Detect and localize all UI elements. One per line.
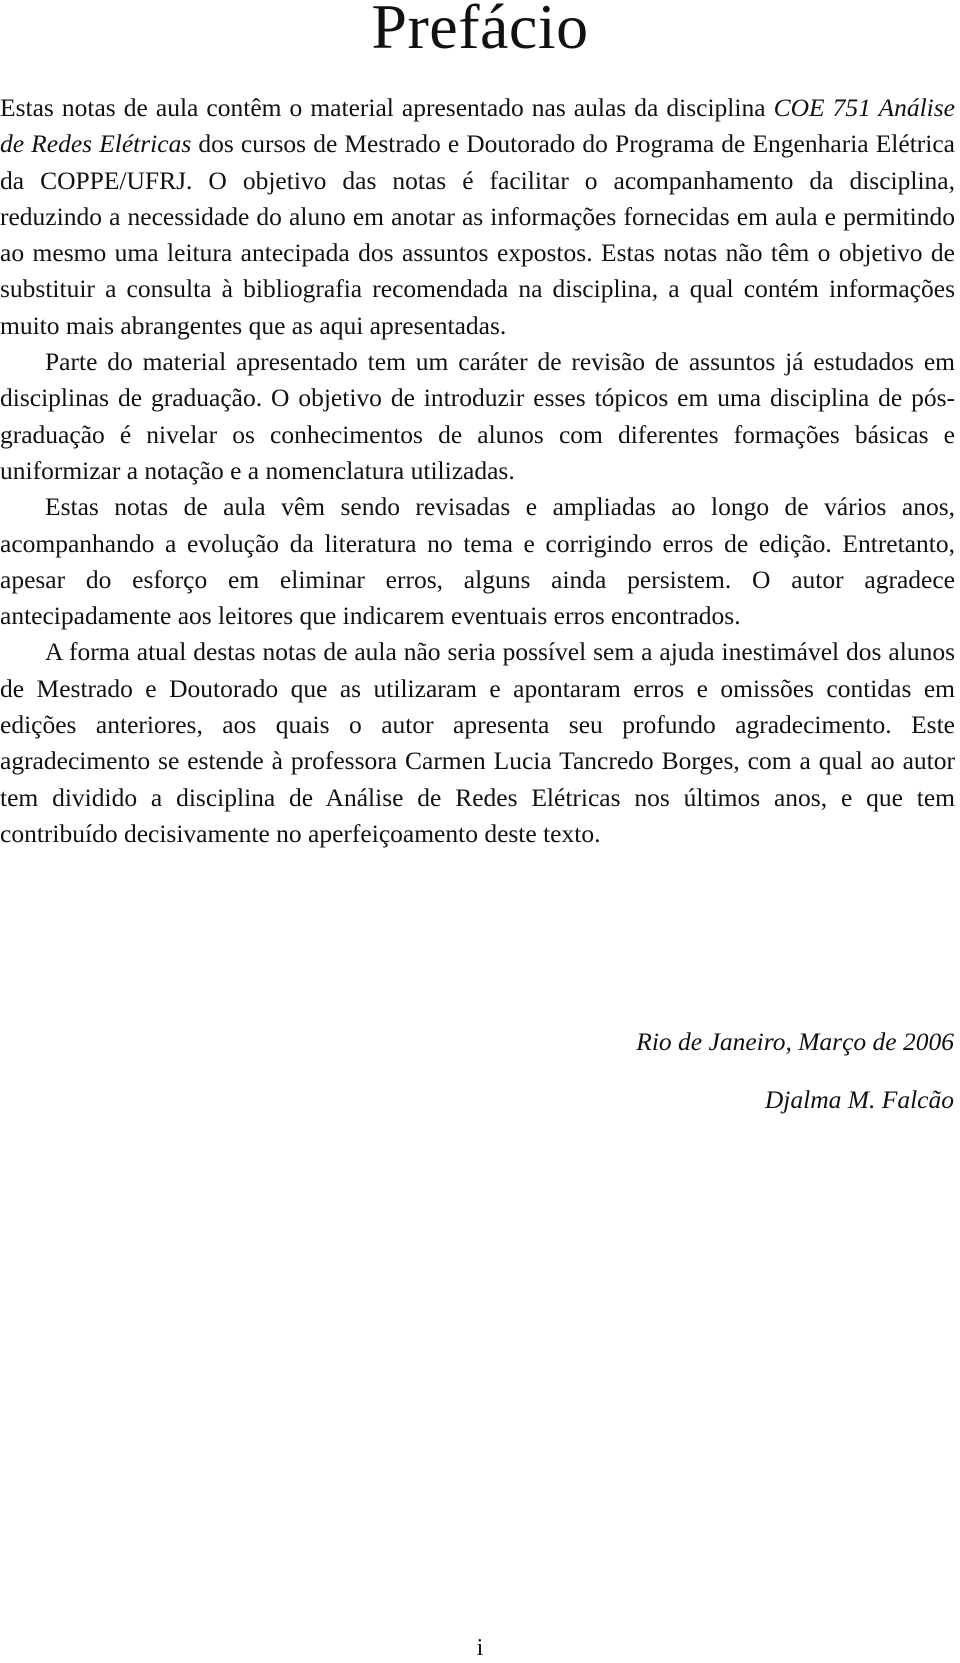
signature-place-date: Rio de Janeiro, Março de 2006 [636, 1027, 954, 1056]
paragraph-1-rest: dos cursos de Mestrado e Doutorado do Programa de Engenharia Elétrica da COPPE/UFRJ. O objetivo das notas é facilitar o acompanhamento da disciplina, reduzindo a necessidade do aluno em anotar as informações fornecidas em aula e permitindo ao mesmo uma leitura antecipada dos assuntos expostos. Estas notas não têm o objetivo de substituir a consulta à bibliografia recomendada na disciplina, a qual contém informações muito mais abrangentes que as aqui apresentadas. [0, 129, 955, 340]
paragraph-4: A forma atual destas notas de aula não seria possível sem a ajuda inestimável dos alunos de Mestrado e Doutorado que as utilizaram e apontaram erros e omissões contidas em edições anteriores, aos quais o autor apresenta seu profundo agradecimento. Este agradecimento se estende à professora Carmen Lucia Tancredo Borges, com a qual ao autor tem dividido a disciplina de Análise de Redes Elétricas nos últimos anos, e que tem contribuído decisivamente no aperfeiçoamento deste texto. [0, 637, 955, 848]
course-code: COE 751 Análise de Redes Elétricas [0, 93, 955, 159]
paragraph-3: Estas notas de aula vêm sendo revisadas e ampliadas ao longo de vários anos, acompanhando a evolução da literatura no tema e corrigindo erros de edição. Entretanto, apesar do esforço em eliminar erros, alguns ainda persistem. O autor agradece antecipadamente aos leitores que indicarem eventuais erros encontrados. [0, 492, 955, 631]
paragraph-1-lead: Estas notas de aula contêm o material apresentado nas aulas da disciplina [0, 93, 774, 122]
signature-author: Djalma M. Falcão [764, 1085, 954, 1114]
paragraph-2: Parte do material apresentado tem um caráter de revisão de assuntos já estudados em disciplinas de graduação. O objetivo de introduzir esses tópicos em uma disciplina de pós-graduação é nivelar os conhecimentos de alunos com diferentes formações básicas e uniformizar a notação e a nomenclatura utilizadas. [0, 347, 955, 485]
paragraph-1 [0, 90, 955, 344]
page-number: i [476, 1635, 484, 1661]
page-title: Prefácio [371, 0, 589, 62]
preface-body [0, 90, 955, 852]
